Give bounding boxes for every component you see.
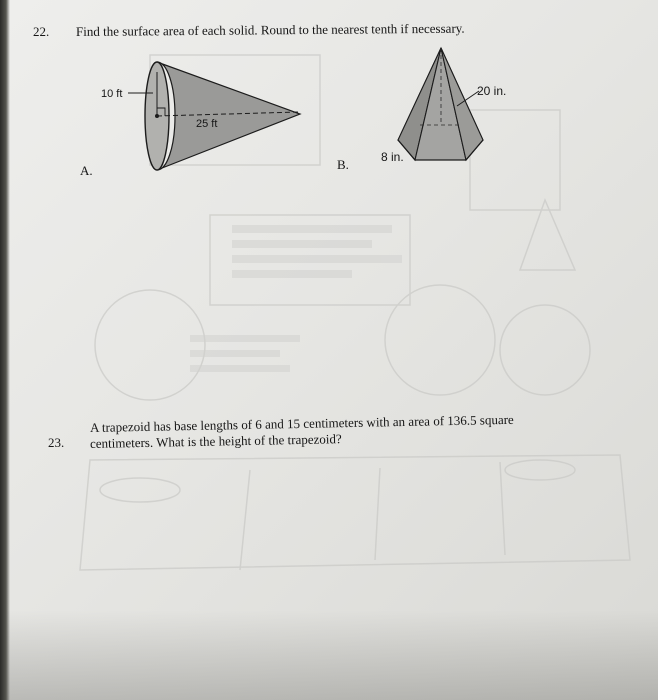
height-label: 25 ft — [196, 118, 218, 130]
part-b-label: B. — [337, 157, 349, 172]
desk-edge — [0, 0, 10, 700]
problem-23-line-2: centimeters. What is the height of the trapezoid? — [89, 431, 342, 451]
slant-label: 20 in. — [477, 84, 507, 98]
problem-23-number: 23. — [48, 435, 65, 450]
problem-22-number: 22. — [33, 24, 50, 39]
part-a-label: A. — [80, 163, 93, 178]
base-label: 8 in. — [381, 150, 404, 164]
radius-label: 10 ft — [101, 88, 123, 100]
problem-22-instruction: Find the surface area of each solid. Round to the nearest tenth if necessary. — [75, 20, 465, 39]
problem-23-line-1: A trapezoid has base lengths of 6 and 15 centimeters with an area of 136.5 square — [89, 411, 514, 435]
page-shadow — [0, 610, 658, 700]
